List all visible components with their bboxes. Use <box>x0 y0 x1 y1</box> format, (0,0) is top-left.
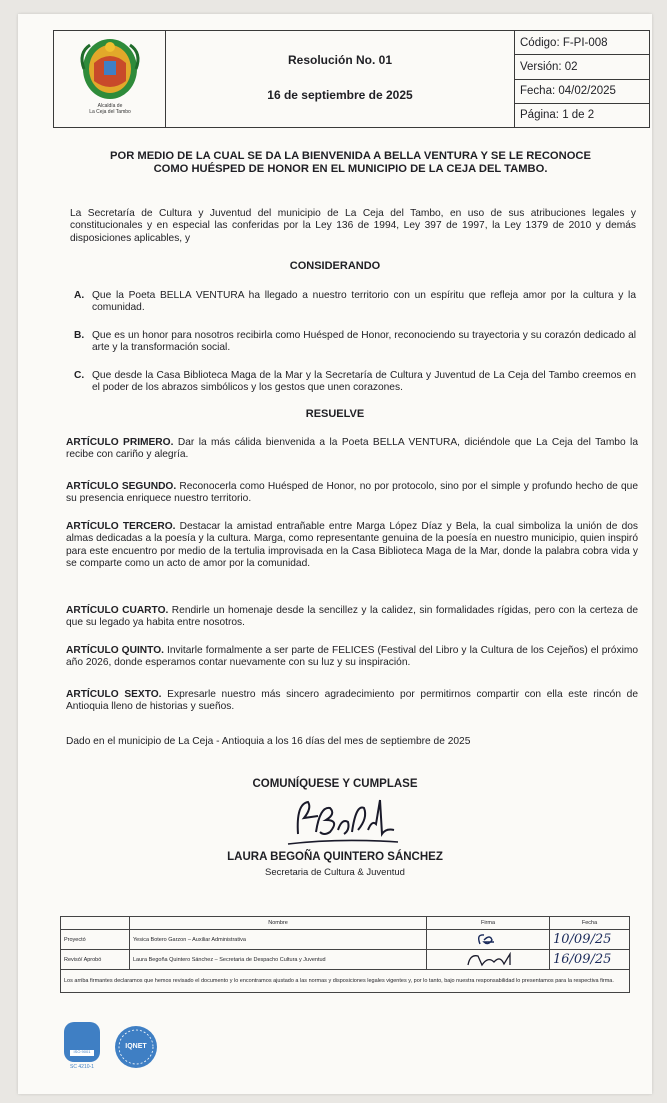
signer-name: LAURA BEGOÑA QUINTERO SÁNCHEZ <box>227 851 443 863</box>
articulo-text: Destacar la amistad entrañable entre Marga López Díaz y Bela, la cual simboliza la unión de dos almas dedicadas a la poesía y la cultura. Marga, como representante genuina de la poesía en nuestro municipio, quien inspiró para este encuentro por medio de la tertulia improvisada en la Casa Biblioteca Maga de la Mar, donde la palabra cobra vida y se comparte como un acto de amor por la comunidad. <box>66 521 638 569</box>
approval-name: Yesica Botero Garzon – Auxiliar Administrativa <box>130 930 427 950</box>
articulo-text: Expresarle nuestro más sincero agradecimiento por permitirnos compartir con ella este rincón de Antioquia lleno de historias y sueños. <box>66 689 638 713</box>
considerando-a-text: Que la Poeta BELLA VENTURA ha llegado a nuestro territorio con un espíritu que refleja amor por la cultura y la comunidad. <box>92 290 636 314</box>
approval-footer-row <box>61 970 630 993</box>
approval-date-text: 10/09/25 <box>553 932 612 947</box>
approval-date <box>550 950 630 970</box>
doc-code: Código: F-PI-008 <box>515 31 649 55</box>
articulo-sexto <box>66 689 638 714</box>
title-line-2: COMO HUÉSPED DE HONOR EN EL MUNICIPIO DE LA CEJA DEL TAMBO. <box>153 163 548 175</box>
approval-col-firma: Firma <box>427 917 550 930</box>
iso-label: ISO 9001 <box>73 1049 91 1054</box>
considerando-b-text: Que es un honor para nosotros recibirla como Huésped de Honor, reconociendo su trayectoria y su corazón dedicado al arte y la transformación social. <box>92 330 636 354</box>
articulo-label: ARTÍCULO SEGUNDO. <box>66 481 177 492</box>
intro-paragraph: La Secretaría de Cultura y Juventud del municipio de La Ceja del Tambo, en uso de sus atribuciones legales y constitucionales y en especial las conferidas por la Ley 136 de 1994, Ley 397 de 1997, la Ley 1379 de 2010 y demás disposiciones aplicables, y <box>70 208 636 244</box>
logo-cell <box>54 31 166 127</box>
signer-role: Secretaria de Cultura & Juventud <box>265 867 405 878</box>
dado-line: Dado en el municipio de La Ceja - Antioquia a los 16 días del mes de septiembre de 2025 <box>66 736 471 747</box>
approval-signature <box>427 930 550 950</box>
resolution-number: Resolución No. 01 <box>287 53 393 67</box>
articulo-text: Reconocerla como Huésped de Honor, no por protocolo, sino por el simple y profundo hecho de que su presencia enriquece nuestro territorio. <box>66 481 638 505</box>
approval-header-blank <box>61 917 130 930</box>
approval-row <box>61 950 630 970</box>
articulo-label: ARTÍCULO QUINTO. <box>66 645 164 656</box>
document-header <box>53 30 650 128</box>
considerando-letter-a: A. <box>74 290 85 301</box>
articulo-text: Invitarle formalmente a ser parte de FELICES (Festival del Libro y la Cultura de los Cejeños) el próximo año 2026, donde esperamos contar nuevamente con su luz y su inspiración. <box>66 645 638 669</box>
doc-date: Fecha: 04/02/2025 <box>515 80 649 104</box>
articulo-label: ARTÍCULO CUARTO. <box>66 605 169 616</box>
document-title <box>73 150 628 176</box>
approval-role: Revisó/ Aprobó <box>61 950 130 970</box>
logo-caption <box>60 103 160 115</box>
approval-name: Laura Begoña Quintero Sánchez – Secretaria de Despacho Cultura y Juventud <box>130 950 427 970</box>
title-line-1: POR MEDIO DE LA CUAL SE DA LA BIENVENIDA A BELLA VENTURA Y SE LE RECONOCE <box>110 150 591 162</box>
articulo-primero <box>66 437 638 462</box>
doc-version: Versión: 02 <box>515 55 649 79</box>
resolution-date: 16 de septiembre de 2025 <box>267 88 413 102</box>
iqnet-certification <box>113 1024 159 1075</box>
articulo-text: Rendirle un homenaje desde la sencillez y la calidez, sin formalidades rígidas, pero con la certeza de que su legado ya habita entre nosotros. <box>66 605 638 629</box>
articulo-tercero <box>66 521 638 570</box>
considerando-letter-c: C. <box>74 370 85 381</box>
approval-role: Proyectó <box>61 930 130 950</box>
approval-date-text: 16/09/25 <box>553 952 612 967</box>
approval-row <box>61 930 630 950</box>
municipal-seal-icon <box>54 33 165 103</box>
initials-signature <box>458 932 518 948</box>
iqnet-label: IQNET <box>125 1043 147 1050</box>
considerando-c-text: Que desde la Casa Biblioteca Maga de la Mar y la Secretaría de Cultura y Juventud de La Ceja del Tambo creemos en el poder de los abrazos simbólicos y los gestos que unen corazones. <box>92 370 636 394</box>
articulo-label: ARTÍCULO PRIMERO. <box>66 437 174 448</box>
considerando-letter-b: B. <box>74 330 85 341</box>
doc-page: Página: 1 de 2 <box>520 109 595 122</box>
mini-signature <box>448 952 528 968</box>
articulo-text: Dar la más cálida bienvenida a la Poeta BELLA VENTURA, diciéndole que La Ceja del Tambo la recibe con cariño y alegría. <box>66 437 638 461</box>
articulo-segundo <box>66 481 638 506</box>
considerando-heading: CONSIDERANDO <box>289 260 381 272</box>
approval-footer: Los arriba firmantes declaramos que hemos revisado el documento y lo encontramos ajustado a las normas y disposiciones legales vigentes y, por lo tanto, bajo nuestra responsabilidad lo presentamos para la respectiva firma. <box>61 970 630 993</box>
logo-caption-line2: La Ceja del Tambo <box>89 109 131 115</box>
iso-code: SC 4210-1 <box>70 1064 94 1070</box>
document-meta <box>515 31 649 127</box>
approval-header-row <box>61 917 630 930</box>
closing-formula: COMUNÍQUESE Y CUMPLASE <box>252 778 418 790</box>
document-page <box>18 14 652 1094</box>
approval-col-nombre: Nombre <box>130 917 427 930</box>
articulo-cuarto <box>66 605 638 630</box>
approval-signature <box>427 950 550 970</box>
resolution-cell <box>166 31 515 127</box>
logo-caption-line1: Alcaldía de <box>97 103 123 109</box>
articulo-label: ARTÍCULO TERCERO. <box>66 521 176 532</box>
articulo-quinto <box>66 645 638 670</box>
approval-date <box>550 930 630 950</box>
resuelve-heading: RESUELVE <box>305 408 365 420</box>
handwritten-signature <box>268 794 408 852</box>
approval-table <box>60 916 630 993</box>
iso-certification <box>62 1020 102 1077</box>
approval-col-fecha: Fecha <box>550 917 630 930</box>
articulo-label: ARTÍCULO SEXTO. <box>66 689 162 700</box>
